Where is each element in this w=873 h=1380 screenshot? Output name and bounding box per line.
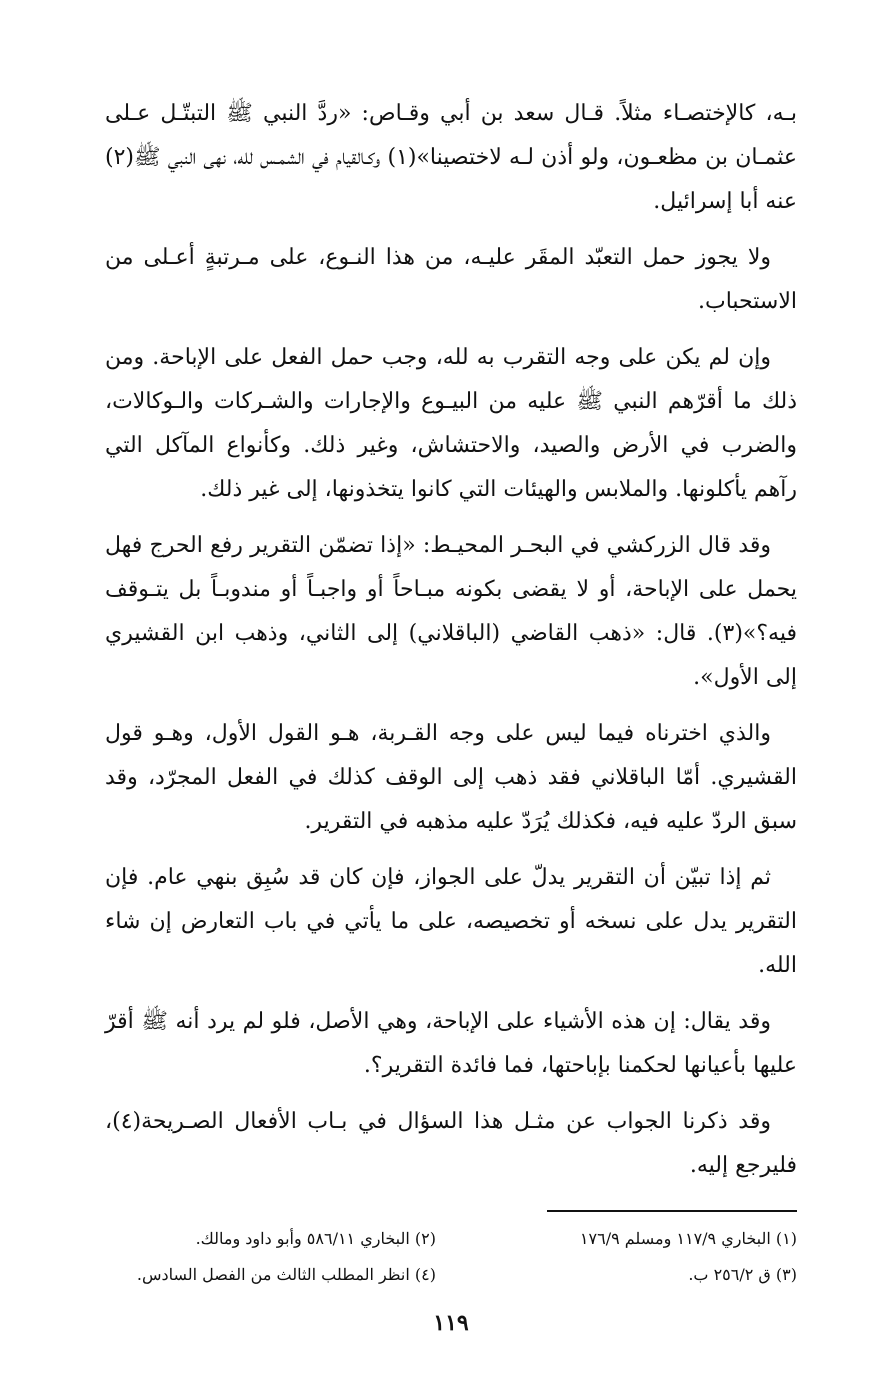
paragraph-5: والذي اخترناه فيما ليس على وجه القـربة، هـو القول الأول، وهـو قول القشيري. أمّا الباقلاني فقد ذهب إلى الوقف كذلك في الفعل المجرّد، وقد سبق الردّ عليه فيه، فكذلك يُرَدّ عليه مذهبه في التقرير.	[105, 721, 797, 834]
paragraph-4: وقد قال الزركشي في البحـر المحيـط: «إذا تضمّن التقرير رفع الحرج فهل يحمل على الإباحة، أو لا يقضى بكونه مبـاحاً أو واجبـاً أو مندوبـاً بل يتـوقف فيه؟»(٣). قال: «ذهب القاضي (الباقلاني) إلى الثاني، وذهب ابن القشيري إلى الأول».	[105, 533, 797, 690]
paragraph-8: وقد ذكرنا الجواب عن مثـل هذا السؤال في بـاب الأفعال الصـريحة(٤)، فليرجع إليه.	[105, 1109, 797, 1178]
paragraph-6: ثم إذا تبيّن أن التقرير يدلّ على الجواز، فإن كان قد سُبِق بنهي عام. فإن التقرير يدل على نسخه أو تخصيصه، على ما يأتي في باب التعارض إن شاء الله.	[105, 865, 797, 978]
paragraph-7: وقد يقال: إن هذه الأشياء على الإباحة، وهي الأصل، فلو لم يرد أنه ﷺ أقرّ عليها بأعيانها لحكمنا بإباحتها، فما فائدة التقرير؟.	[105, 1009, 797, 1078]
footnote-divider	[547, 1210, 797, 1212]
footnote-1: (١) البخاري ١١٧/٩ ومسلم ١٧٦/٩	[579, 1229, 797, 1248]
page-number: ١١٩	[433, 1310, 469, 1336]
footnote-3: (٣) ق ٢٥٦/٢ ب.	[688, 1265, 797, 1284]
paragraph-1: بـه، كالإختصـاء مثلاً. قـال سعد بن أبي وقـاص: «ردَّ النبي ﷺ التبتّـل عـلى عثمـان بن مظعـون، ولو أذن لـه لاختصينا»(١) وكـالقيام في الشمـس لله، نهى النبي ﷺ(٢) عنه أبا إسرائيل.	[105, 101, 797, 214]
book-page	[0, 92, 873, 1380]
footnote-4: (٤) انظر المطلب الثالث من الفصل السادس.	[136, 1265, 436, 1284]
footnotes	[105, 1226, 797, 1288]
body-text	[105, 92, 797, 1188]
paragraph-2: ولا يجوز حمل التعبّد المقَر عليـه، من هذا النـوع، على مـرتبةٍ أعـلى من الاستحباب.	[105, 245, 797, 314]
footnote-2: (٢) البخاري ٥٨٦/١١ وأبو داود ومالك.	[195, 1229, 436, 1248]
paragraph-3: وإن لم يكن على وجه التقرب به لله، وجب حمل الفعل على الإباحة. ومن ذلك ما أقرّهم النبي ﷺ عليه من البيـوع والإجارات والشـركات والـوكالات، والضرب في الأرض والصيد، والاحتشاش، وغير ذلك. وكأنواع المآكل التي رآهم يأكلونها. والملابس والهيئات التي كانوا يتخذونها، إلى غير ذلك.	[105, 345, 797, 502]
